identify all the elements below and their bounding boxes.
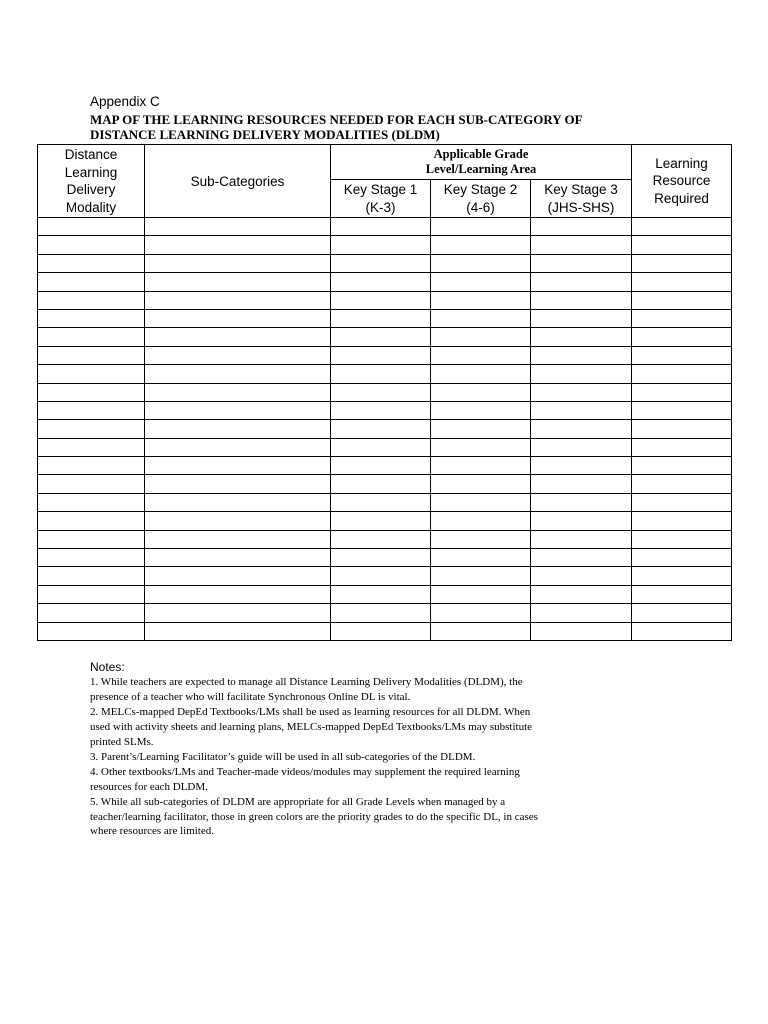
table-cell[interactable] xyxy=(632,530,732,548)
table-cell[interactable] xyxy=(531,309,632,327)
document-title xyxy=(90,112,650,142)
table-cell[interactable] xyxy=(145,549,331,567)
table-cell[interactable] xyxy=(632,254,732,272)
table-cell[interactable] xyxy=(431,273,531,291)
table-cell[interactable] xyxy=(145,530,331,548)
table-cell[interactable] xyxy=(531,236,632,254)
table-cell[interactable] xyxy=(145,493,331,511)
table-row xyxy=(38,218,732,236)
table-cell[interactable] xyxy=(431,549,531,567)
table-cell[interactable] xyxy=(38,273,145,291)
table-cell[interactable] xyxy=(431,567,531,585)
table-cell[interactable] xyxy=(145,567,331,585)
table-body xyxy=(38,218,732,641)
table-cell[interactable] xyxy=(145,346,331,364)
table-cell[interactable] xyxy=(632,365,732,383)
table-cell[interactable] xyxy=(331,236,431,254)
table-cell[interactable] xyxy=(331,457,431,475)
table-cell[interactable] xyxy=(145,309,331,327)
table-row xyxy=(38,236,732,254)
table-cell[interactable] xyxy=(145,236,331,254)
table-cell[interactable] xyxy=(531,585,632,603)
table-row xyxy=(38,549,732,567)
table-cell[interactable] xyxy=(632,218,732,236)
table-cell[interactable] xyxy=(38,475,145,493)
note-item-5: 5. While all sub-categories of DLDM are appropriate for all Grade Levels when managed by a teacher/learning facilitator, those in green colors are the priority grades to do the specific DL, in cases where resources are limited. xyxy=(90,796,538,837)
table-cell[interactable] xyxy=(145,273,331,291)
table-cell[interactable] xyxy=(431,604,531,622)
table-cell[interactable] xyxy=(145,420,331,438)
table-cell[interactable] xyxy=(331,512,431,530)
table-cell[interactable] xyxy=(38,365,145,383)
table-cell[interactable] xyxy=(431,622,531,640)
table-cell[interactable] xyxy=(531,346,632,364)
table-cell[interactable] xyxy=(145,438,331,456)
table-cell[interactable] xyxy=(431,218,531,236)
table-cell[interactable] xyxy=(331,438,431,456)
table-cell[interactable] xyxy=(431,236,531,254)
table-row xyxy=(38,273,732,291)
table-cell[interactable] xyxy=(431,309,531,327)
header-applicable-grade: Applicable Grade Level/Learning Area xyxy=(331,145,632,180)
table-cell[interactable] xyxy=(145,585,331,603)
table-row xyxy=(38,346,732,364)
table-cell[interactable] xyxy=(632,493,732,511)
table-cell[interactable] xyxy=(632,585,732,603)
table-cell[interactable] xyxy=(431,457,531,475)
table-header xyxy=(38,145,732,218)
table-cell[interactable] xyxy=(145,291,331,309)
table-cell[interactable] xyxy=(145,328,331,346)
table-cell[interactable] xyxy=(331,567,431,585)
table-cell[interactable] xyxy=(632,567,732,585)
table-cell[interactable] xyxy=(145,254,331,272)
table-row xyxy=(38,567,732,585)
table-cell[interactable] xyxy=(38,236,145,254)
header-modality: Distance Learning Delivery Modality xyxy=(38,145,145,218)
table-cell[interactable] xyxy=(431,493,531,511)
table-cell[interactable] xyxy=(38,383,145,401)
table-cell[interactable] xyxy=(145,475,331,493)
note-item-2: 2. MELCs-mapped DepEd Textbooks/LMs shall be used as learning resources for all DLDM. When used with activity sheets and learning plans, MELCs-mapped DepEd Textbooks/LMs may substitute printed SLMs. xyxy=(90,706,533,748)
table-cell[interactable] xyxy=(531,530,632,548)
table-row xyxy=(38,585,732,603)
table-row xyxy=(38,475,732,493)
table-cell[interactable] xyxy=(38,493,145,511)
table-cell[interactable] xyxy=(331,346,431,364)
header-key-stage-3: Key Stage 3 (JHS-SHS) xyxy=(531,180,632,218)
table-cell[interactable] xyxy=(632,512,732,530)
table-cell[interactable] xyxy=(632,328,732,346)
table-cell[interactable] xyxy=(632,401,732,419)
table-cell[interactable] xyxy=(531,622,632,640)
table-row xyxy=(38,622,732,640)
table-row xyxy=(38,328,732,346)
table-cell[interactable] xyxy=(431,254,531,272)
table-row xyxy=(38,309,732,327)
table-cell[interactable] xyxy=(632,236,732,254)
table-cell[interactable] xyxy=(38,567,145,585)
table-row xyxy=(38,512,732,530)
table-cell[interactable] xyxy=(38,309,145,327)
table-cell[interactable] xyxy=(145,218,331,236)
table-cell[interactable] xyxy=(38,254,145,272)
table-cell[interactable] xyxy=(331,585,431,603)
table-cell[interactable] xyxy=(38,585,145,603)
table-cell[interactable] xyxy=(331,530,431,548)
table-cell[interactable] xyxy=(331,475,431,493)
table-cell[interactable] xyxy=(431,438,531,456)
table-cell[interactable] xyxy=(331,493,431,511)
table-cell[interactable] xyxy=(531,457,632,475)
table-cell[interactable] xyxy=(531,401,632,419)
table-cell[interactable] xyxy=(632,549,732,567)
table-row xyxy=(38,291,732,309)
table-cell[interactable] xyxy=(531,218,632,236)
table-cell[interactable] xyxy=(531,291,632,309)
table-cell[interactable] xyxy=(38,420,145,438)
table-cell[interactable] xyxy=(38,530,145,548)
table-cell[interactable] xyxy=(145,383,331,401)
table-cell[interactable] xyxy=(531,475,632,493)
table-cell[interactable] xyxy=(331,273,431,291)
table-cell[interactable] xyxy=(632,273,732,291)
table-cell[interactable] xyxy=(531,254,632,272)
table-cell[interactable] xyxy=(145,457,331,475)
table-cell[interactable] xyxy=(431,383,531,401)
table-cell[interactable] xyxy=(431,512,531,530)
note-item-1: 1. While teachers are expected to manage all Distance Learning Delivery Modalities (DLDM), the presence of a teacher who will facilitate Synchronous Online DL is vital. xyxy=(90,676,523,703)
table-cell[interactable] xyxy=(632,438,732,456)
table-cell[interactable] xyxy=(632,291,732,309)
table-cell[interactable] xyxy=(431,365,531,383)
table-cell[interactable] xyxy=(531,604,632,622)
table-row xyxy=(38,438,732,456)
table-row xyxy=(38,530,732,548)
table-cell[interactable] xyxy=(531,328,632,346)
table-cell[interactable] xyxy=(331,218,431,236)
table-cell[interactable] xyxy=(431,530,531,548)
table-cell[interactable] xyxy=(531,549,632,567)
table-cell[interactable] xyxy=(632,383,732,401)
table-row xyxy=(38,383,732,401)
table-row xyxy=(38,604,732,622)
table-cell[interactable] xyxy=(331,383,431,401)
table-cell[interactable] xyxy=(632,604,732,622)
table-cell[interactable] xyxy=(632,346,732,364)
table-row xyxy=(38,457,732,475)
table-cell[interactable] xyxy=(331,401,431,419)
table-cell[interactable] xyxy=(331,365,431,383)
table-cell[interactable] xyxy=(431,401,531,419)
title-line-1: MAP OF THE LEARNING RESOURCES NEEDED FOR EACH SUB-CATEGORY OF xyxy=(90,112,583,127)
table-row xyxy=(38,420,732,438)
table-row xyxy=(38,401,732,419)
table-cell[interactable] xyxy=(531,365,632,383)
table-cell[interactable] xyxy=(38,512,145,530)
table-cell[interactable] xyxy=(531,420,632,438)
table-cell[interactable] xyxy=(38,604,145,622)
table-cell[interactable] xyxy=(145,512,331,530)
table-cell[interactable] xyxy=(145,604,331,622)
table-cell[interactable] xyxy=(331,420,431,438)
note-item-4: 4. Other textbooks/LMs and Teacher-made videos/modules may supplement the required learning resources for each DLDM. xyxy=(90,766,520,793)
table-cell[interactable] xyxy=(531,438,632,456)
table-cell[interactable] xyxy=(431,585,531,603)
table-cell[interactable] xyxy=(38,328,145,346)
table-cell[interactable] xyxy=(531,567,632,585)
table-cell[interactable] xyxy=(331,549,431,567)
table-cell[interactable] xyxy=(632,475,732,493)
header-key-stage-2: Key Stage 2 (4-6) xyxy=(431,180,531,218)
notes-section xyxy=(90,659,610,839)
table-row xyxy=(38,254,732,272)
table-cell[interactable] xyxy=(431,475,531,493)
table-cell[interactable] xyxy=(331,328,431,346)
table-cell[interactable] xyxy=(431,420,531,438)
table-cell[interactable] xyxy=(38,291,145,309)
table-cell[interactable] xyxy=(431,328,531,346)
table-cell[interactable] xyxy=(531,512,632,530)
table-row xyxy=(38,365,732,383)
table-cell[interactable] xyxy=(38,401,145,419)
title-line-2: DISTANCE LEARNING DELIVERY MODALITIES (DLDM) xyxy=(90,127,440,142)
table-cell[interactable] xyxy=(38,549,145,567)
appendix-label: Appendix C xyxy=(90,94,160,109)
header-learning-resource: Learning Resource Required xyxy=(632,145,732,218)
table-cell[interactable] xyxy=(38,438,145,456)
table-cell[interactable] xyxy=(531,383,632,401)
table-cell[interactable] xyxy=(38,346,145,364)
table-cell[interactable] xyxy=(632,420,732,438)
table-cell[interactable] xyxy=(632,622,732,640)
notes-heading: Notes: xyxy=(90,660,125,674)
table-row xyxy=(38,493,732,511)
table-cell[interactable] xyxy=(531,493,632,511)
header-subcategories: Sub-Categories xyxy=(145,145,331,218)
table-cell[interactable] xyxy=(38,218,145,236)
table-cell[interactable] xyxy=(145,622,331,640)
table-cell[interactable] xyxy=(38,457,145,475)
table-cell[interactable] xyxy=(331,622,431,640)
table-cell[interactable] xyxy=(431,291,531,309)
table-cell[interactable] xyxy=(431,346,531,364)
table-cell[interactable] xyxy=(331,254,431,272)
note-item-3: 3. Parent’s/Learning Facilitator’s guide will be used in all sub-categories of the DLDM. xyxy=(90,751,476,763)
table-cell[interactable] xyxy=(331,604,431,622)
table-cell[interactable] xyxy=(145,365,331,383)
table-cell[interactable] xyxy=(632,457,732,475)
table-cell[interactable] xyxy=(331,291,431,309)
table-cell[interactable] xyxy=(145,401,331,419)
table-cell[interactable] xyxy=(531,273,632,291)
learning-resources-table xyxy=(37,144,732,641)
header-key-stage-1: Key Stage 1 (K-3) xyxy=(331,180,431,218)
table-cell[interactable] xyxy=(331,309,431,327)
table-cell[interactable] xyxy=(632,309,732,327)
table-cell[interactable] xyxy=(38,622,145,640)
